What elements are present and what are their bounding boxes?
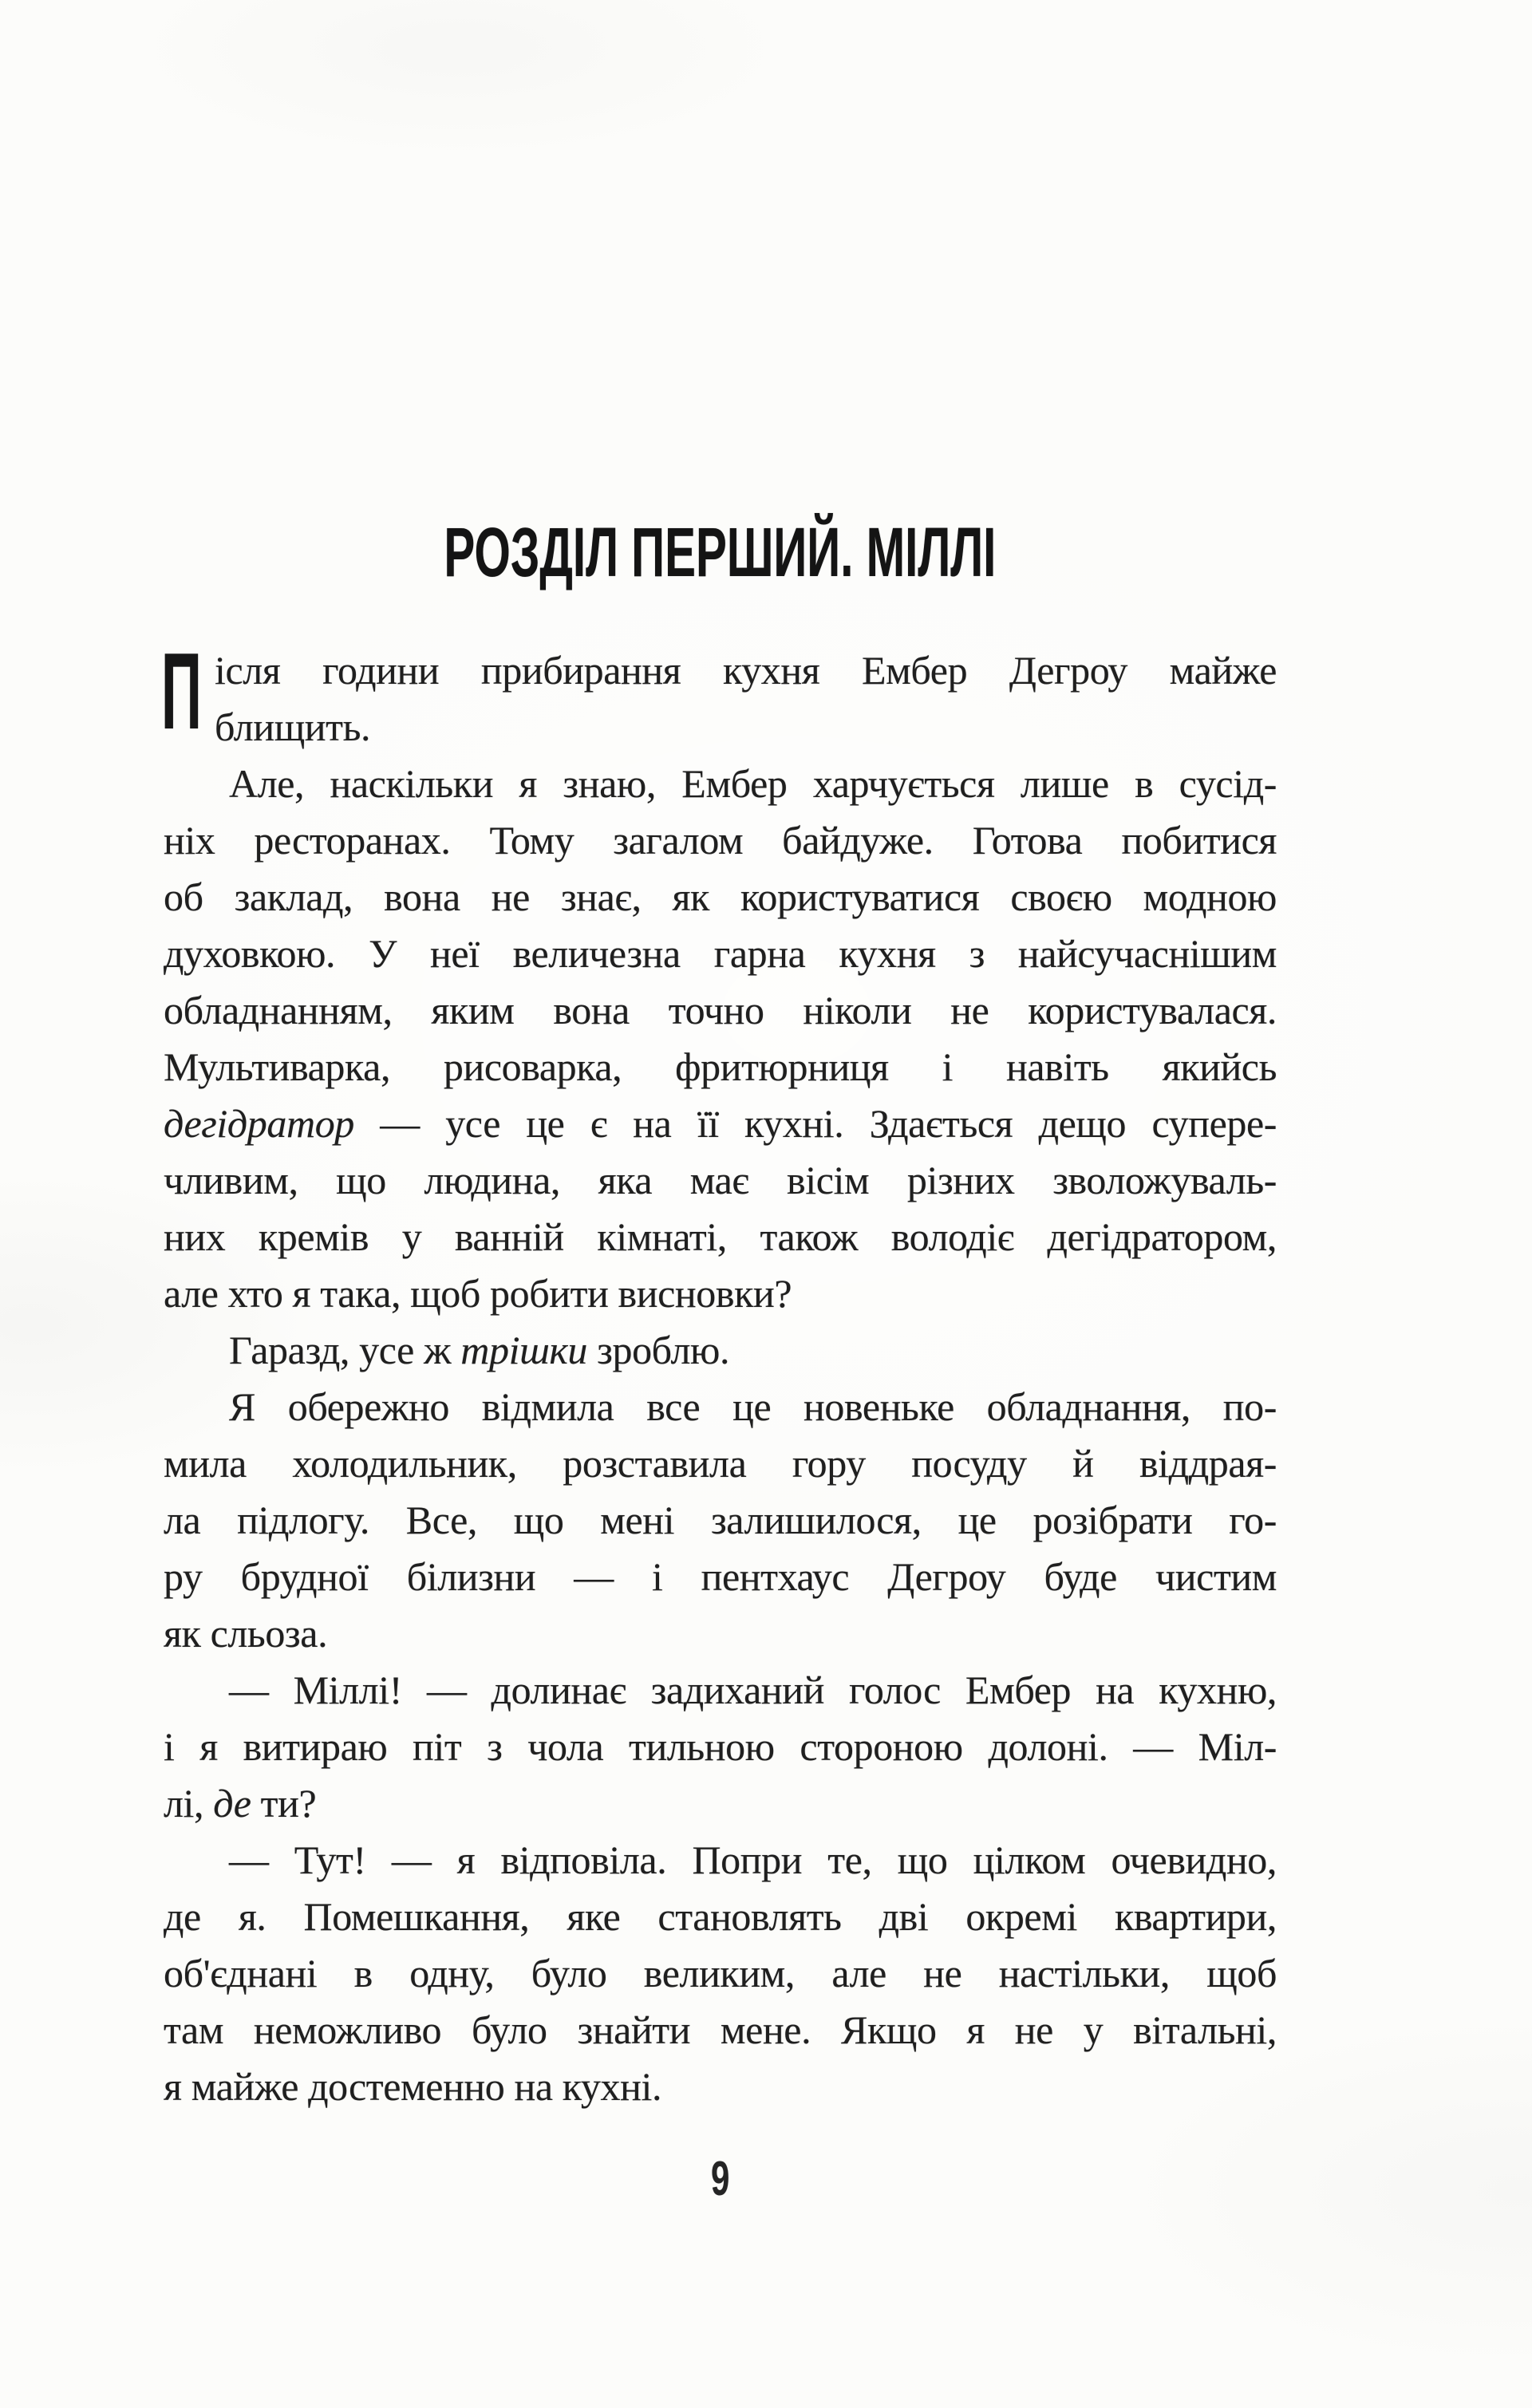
text-run: духовкою. У неї величезна гарна кухня з найсучаснішим bbox=[164, 931, 1277, 976]
text-run: — Тут! — я відповіла. Попри те, що цілком очевидно, bbox=[229, 1838, 1277, 1882]
text-run: ніх ресторанах. Тому загалом байдуже. Готова побитися bbox=[164, 818, 1277, 863]
text-run: лі, bbox=[164, 1781, 214, 1826]
paragraph bbox=[161, 630, 1277, 756]
text-run: ру брудної білизни — і пентхаус Дегроу буде чистим bbox=[164, 1554, 1277, 1599]
text-run: я майже достеменно на кухні. bbox=[164, 2064, 662, 2109]
text-line bbox=[164, 812, 1277, 869]
text-run: Але, наскільки я знаю, Ембер харчується лише в сусід- bbox=[229, 761, 1277, 806]
paragraph bbox=[164, 1322, 1277, 1379]
text-line bbox=[164, 699, 1277, 756]
text-line bbox=[164, 1039, 1277, 1095]
italic-text-run: дегідратор bbox=[164, 1101, 354, 1146]
text-run: ла підлогу. Все, що мені залишилося, це розібрати го- bbox=[164, 1498, 1277, 1542]
text-line bbox=[164, 1775, 1277, 1832]
text-run: блищить. bbox=[215, 705, 371, 749]
text-line bbox=[164, 1435, 1277, 1492]
text-line bbox=[164, 869, 1277, 926]
text-line bbox=[164, 1492, 1277, 1549]
text-line bbox=[164, 1549, 1277, 1605]
text-run: об'єднані в одну, було великим, але не настільки, щоб bbox=[164, 1951, 1277, 1995]
italic-text-run: де bbox=[213, 1781, 251, 1826]
text-line bbox=[164, 1322, 1277, 1379]
text-run: об заклад, вона не знає, як користуватися своєю модною bbox=[164, 874, 1277, 919]
text-line bbox=[164, 2059, 1277, 2115]
text-line bbox=[164, 2002, 1277, 2059]
text-run: ти? bbox=[251, 1781, 317, 1826]
text-run: Гаразд, усе ж bbox=[229, 1328, 461, 1372]
text-run: ісля години прибирання кухня Ембер Дегроу майже bbox=[215, 648, 1277, 693]
page-number bbox=[164, 2154, 1277, 2204]
chapter-title-text: РОЗДІЛ ПЕРШИЙ. МІЛЛІ bbox=[444, 514, 997, 591]
text-run: мила холодильник, розставила гору посуду й віддрая- bbox=[164, 1441, 1277, 1486]
text-run: — Міллі! — долинає задиханий голос Ембер на кухню, bbox=[229, 1668, 1277, 1712]
text-run: як сльоза. bbox=[164, 1611, 328, 1656]
text-line bbox=[164, 1095, 1277, 1152]
drop-cap: П bbox=[161, 630, 202, 752]
text-line bbox=[164, 1662, 1277, 1719]
text-run: — усе це є на її кухні. Здається дещо супере- bbox=[353, 1101, 1277, 1146]
text-run: обладнанням, яким вона точно ніколи не користувалася. bbox=[164, 988, 1277, 1032]
text-run: Я обережно відмила все це новеньке обладнання, по- bbox=[229, 1384, 1277, 1429]
text-run: і я витираю піт з чола тильною стороною долоні. — Міл- bbox=[164, 1724, 1277, 1769]
text-line bbox=[164, 1945, 1277, 2002]
page-number-text: 9 bbox=[710, 2152, 730, 2205]
text-line bbox=[164, 1265, 1277, 1322]
text-line bbox=[164, 1152, 1277, 1209]
text-line bbox=[164, 982, 1277, 1039]
paragraph bbox=[164, 1379, 1277, 1662]
text-run: але хто я така, щоб робити висновки? bbox=[164, 1271, 792, 1316]
text-line bbox=[164, 926, 1277, 982]
text-block bbox=[161, 630, 1277, 2115]
text-run: них кремів у ванній кімнаті, також володіє дегідратором, bbox=[164, 1214, 1277, 1259]
paragraph bbox=[164, 1832, 1277, 2115]
text-line bbox=[164, 1605, 1277, 1662]
text-line bbox=[164, 1719, 1277, 1775]
italic-text-run: трішки bbox=[460, 1328, 588, 1372]
text-line bbox=[164, 1379, 1277, 1435]
text-run: зроблю. bbox=[587, 1328, 730, 1372]
text-line bbox=[164, 1832, 1277, 1889]
text-run: де я. Помешкання, яке становлять дві окремі квартири, bbox=[164, 1894, 1277, 1939]
paragraph bbox=[164, 1662, 1277, 1832]
text-line bbox=[164, 642, 1277, 699]
text-line bbox=[164, 1209, 1277, 1265]
text-line bbox=[164, 1889, 1277, 1945]
text-run: там неможливо було знайти мене. Якщо я не у вітальні, bbox=[164, 2007, 1277, 2052]
text-run: Мультиварка, рисоварка, фритюрниця і навіть якийсь bbox=[164, 1044, 1277, 1089]
text-run: чливим, що людина, яка має вісім різних зволожуваль- bbox=[164, 1158, 1277, 1202]
paragraph bbox=[164, 756, 1277, 1322]
chapter-title bbox=[164, 514, 1277, 593]
text-line bbox=[164, 756, 1277, 812]
